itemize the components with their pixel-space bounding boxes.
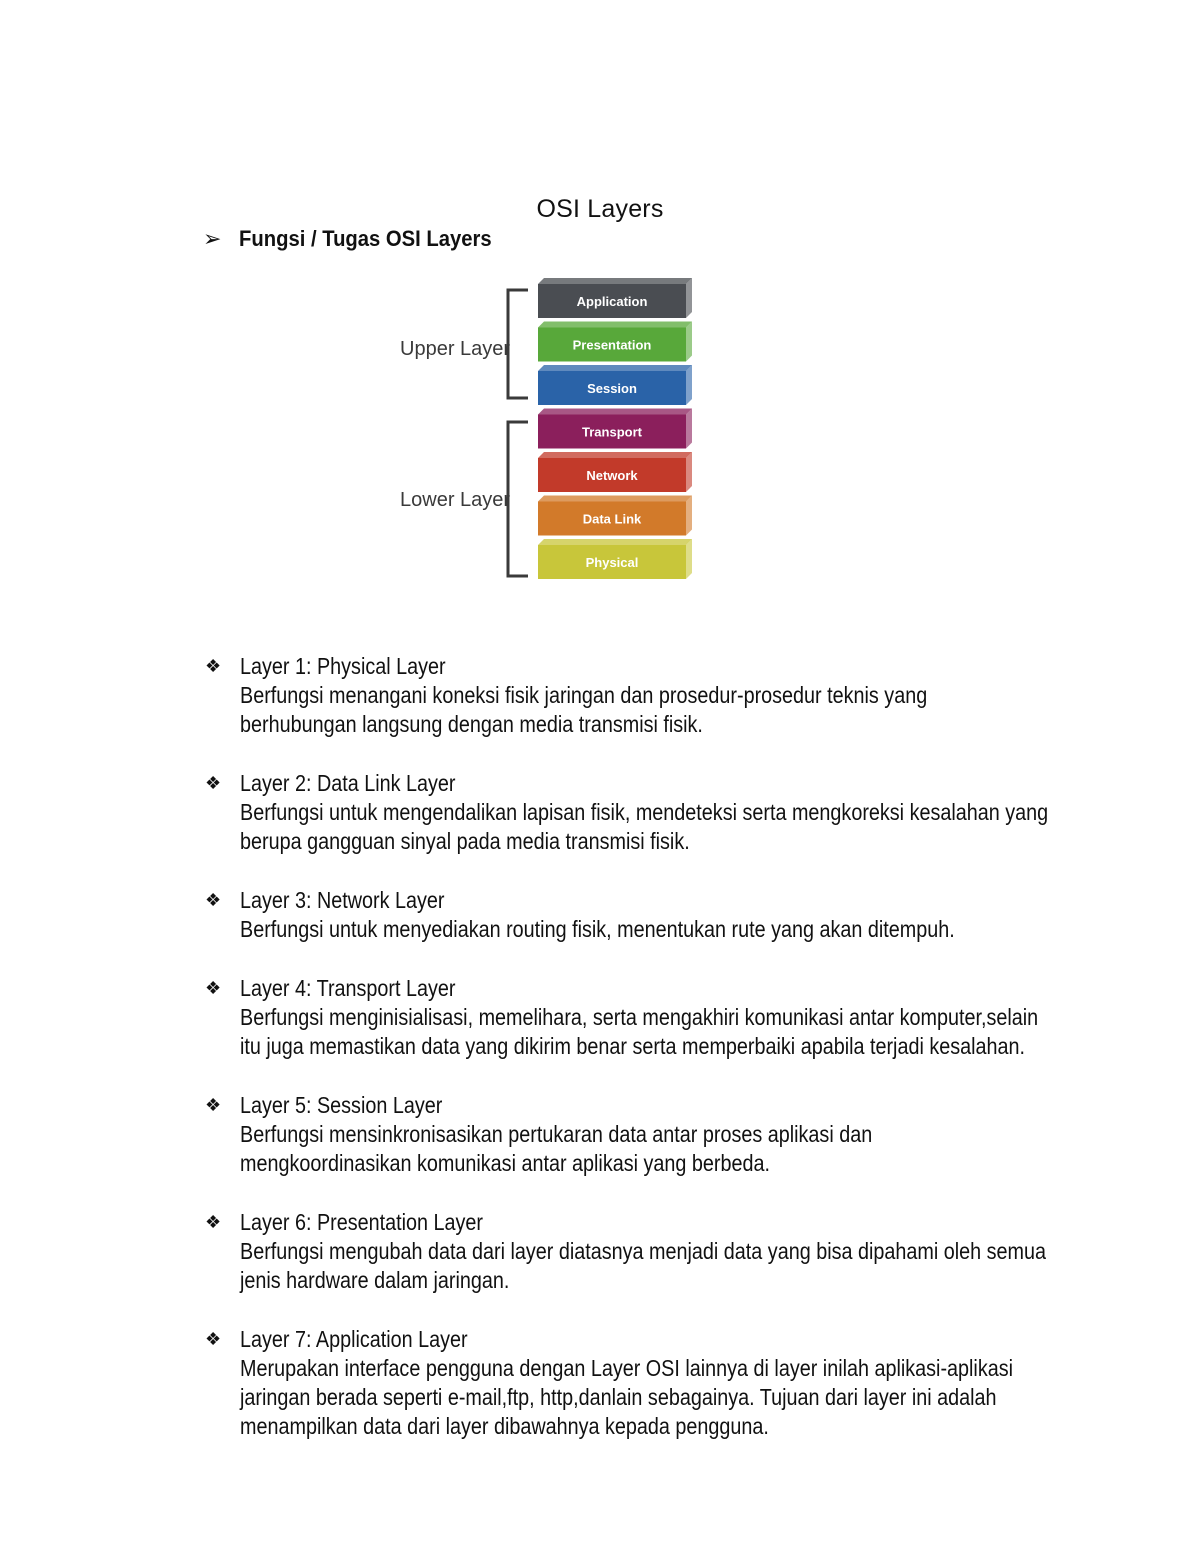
block-top-face xyxy=(538,409,692,415)
page-title: OSI Layers xyxy=(536,194,664,223)
block-label: Transport xyxy=(582,424,642,440)
layer-block-physical xyxy=(538,539,692,579)
block-top-face xyxy=(538,539,692,545)
diamond-bullet-icon: ❖ xyxy=(205,1095,222,1115)
block-side-face xyxy=(686,409,692,449)
layer-title: Layer 4: Transport Layer xyxy=(240,975,456,1001)
layer-block-data-link xyxy=(538,496,692,536)
diamond-bullet-icon: ❖ xyxy=(205,1329,222,1349)
layer-block-session xyxy=(538,365,692,405)
layer-title: Layer 6: Presentation Layer xyxy=(240,1209,484,1235)
lower-layer-label: Lower Layer xyxy=(400,489,511,511)
layer-title: Layer 1: Physical Layer xyxy=(240,653,446,679)
block-top-face xyxy=(538,496,692,502)
block-side-face xyxy=(686,496,692,536)
layer-item xyxy=(205,974,1065,1061)
section-heading: Fungsi / Tugas OSI Layers xyxy=(239,226,492,251)
block-top-face xyxy=(538,278,692,284)
diamond-bullet-icon: ❖ xyxy=(205,890,222,910)
layer-block-transport xyxy=(538,409,692,449)
layer-description: Berfungsi untuk menyediakan routing fisik, menentukan rute yang akan ditempuh. xyxy=(240,916,955,942)
block-label: Presentation xyxy=(572,337,652,353)
layer-item xyxy=(205,769,1065,856)
layer-title: Layer 3: Network Layer xyxy=(240,887,445,913)
block-label: Application xyxy=(576,294,648,309)
block-label: Data Link xyxy=(582,511,642,527)
layer-descriptions xyxy=(205,652,1065,1471)
layer-block-application xyxy=(538,278,692,318)
arrow-bullet-icon: ➢ xyxy=(203,226,222,251)
block-side-face xyxy=(686,452,692,492)
layer-item xyxy=(205,1091,1065,1178)
lower-bracket xyxy=(508,422,528,576)
block-side-face xyxy=(686,539,692,579)
block-side-face xyxy=(686,278,692,318)
layer-block-network xyxy=(538,452,692,492)
upper-bracket xyxy=(508,290,528,398)
layer-description: Berfungsi mengubah data dari layer diatasnya menjadi data yang bisa dipahami oleh semua jenis hardware dalam jaringan. xyxy=(240,1238,1047,1293)
diamond-bullet-icon: ❖ xyxy=(205,978,222,998)
layer-description: Berfungsi untuk mengendalikan lapisan fisik, mendeteksi serta mengkoreksi kesalahan yang berupa gangguan sinyal pada media transmisi fisik. xyxy=(240,799,1049,854)
upper-layer-label: Upper Layer xyxy=(400,338,511,360)
layer-description: Berfungsi menginisialisasi, memelihara, serta mengakhiri komunikasi antar komputer,selain itu juga memastikan data yang dikirim benar serta memperbaiki apabila terjadi kesalahan. xyxy=(240,1004,1039,1059)
layer-item xyxy=(205,1325,1065,1441)
block-top-face xyxy=(538,365,692,371)
diamond-bullet-icon: ❖ xyxy=(205,773,222,793)
block-label: Physical xyxy=(585,555,639,570)
diamond-bullet-icon: ❖ xyxy=(205,1212,222,1232)
layer-item xyxy=(205,1208,1065,1295)
block-top-face xyxy=(538,322,692,328)
block-label: Session xyxy=(587,381,637,396)
layer-title: Layer 2: Data Link Layer xyxy=(240,770,456,796)
layer-item xyxy=(205,652,1065,739)
layer-block-presentation xyxy=(538,322,692,362)
layer-item xyxy=(205,886,1065,944)
layer-description: Berfungsi menangani koneksi fisik jaringan dan prosedur-prosedur teknis yang berhubungan langsung dengan media transmisi fisik. xyxy=(240,682,928,737)
block-side-face xyxy=(686,365,692,405)
block-side-face xyxy=(686,322,692,362)
block-label: Network xyxy=(586,468,638,483)
layer-description: Berfungsi mensinkronisasikan pertukaran data antar proses aplikasi dan mengkoordinasikan komunikasi antar aplikasi yang berbeda. xyxy=(240,1121,873,1176)
osi-layers-diagram xyxy=(396,272,706,597)
layer-blocks xyxy=(538,278,692,579)
layer-description: Merupakan interface pengguna dengan Layer OSI lainnya di layer inilah aplikasi-aplikasi jaringan berada seperti e-mail,ftp, http,danlain sebagainya. Tujuan dari layer ini adalah menampilkan data dari layer dibawahnya kepada pengguna. xyxy=(240,1355,1014,1439)
diamond-bullet-icon: ❖ xyxy=(205,656,222,676)
layer-title: Layer 5: Session Layer xyxy=(240,1092,443,1118)
layer-title: Layer 7: Application Layer xyxy=(240,1326,468,1352)
block-top-face xyxy=(538,452,692,458)
osi-diagram-svg xyxy=(396,272,706,592)
section-heading-row xyxy=(203,226,514,252)
